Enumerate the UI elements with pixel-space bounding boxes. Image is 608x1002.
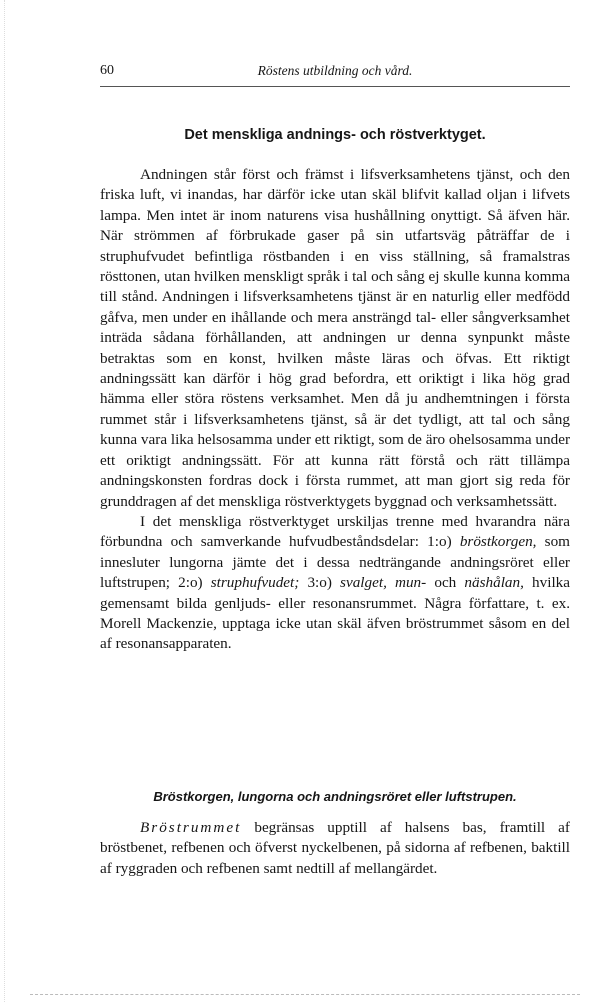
text-run: begränsas upptill af halsens bas, framtill af bröstbenet, refbenen och öfverst nyckelbenen, på sidorna af refbenen, baktill af ryggraden och refbenen samt nedtill af mellangärdet.: [100, 819, 570, 877]
term-mun: mun-: [395, 574, 427, 592]
text-run: I det menskliga röstverktyget urskiljas trenne med hvarandra nära förbundna och samverkande hufvudbeståndsdelar: 1:o): [100, 512, 570, 551]
text-run: och: [426, 574, 465, 592]
running-title: Röstens utbildning och vård.: [257, 63, 413, 78]
paragraph-2: [100, 512, 570, 655]
term-brostkorgen: bröstkorgen,: [459, 533, 537, 551]
term-nashalan: näshålan,: [464, 574, 524, 592]
subsection-heading: Bröstkorgen, lungorna och andningsröret eller luftstrupen.: [153, 789, 517, 804]
bottom-scan-marks: [30, 994, 580, 995]
section-heading: Det menskliga andnings- och röstverktyget.: [184, 127, 486, 143]
text-run: som innesluter lungorna jämte det i dessa nedträngande andningsröret eller luftstrupen; 2:o): [100, 533, 570, 592]
paragraph-1: Andningen står först och främst i lifsverksamhetens tjänst, och den friska luft, vi inandas, har därför icke utan skäl blifvit kallad oljan i lifvets lampa. Men intet är inom naturens visa hushållning onyttigt. Så äfven här. När strömmen af förbrukade gaser på sin utfartsväg påträffar de i struphufvudet befintliga röstbanden i en viss ställning, så framalstras rösttonen, utan hvilken menskligt språk i tal och sång ej skulle kunna komma till stånd. Andningen i lifsverksamhetens tjänst är en naturlig eller medfödd gåfva, men under en ihållande och mera ansträngd tal- eller sångverksamhet inträda sådana förhållanden, att andningen ur denna synpunkt måste betraktas som en konst, hvilken måste läras och öfvas. Ett riktigt andningssätt kan därför i hög grad befordra, ett oriktigt i lika hög grad hämma eller störa röstens verksamhet. Men då ju andhemtningen i första rummet står i lifsverksamhetens tjänst, så är det tydligt, att tal och sång kunna vara lika helsosamma under ett riktigt, som de äro ohelsosamma under ett oriktigt andningssätt. För att kunna rätt förstå och rätt tillämpa andningskonsten fordras dock i första rummet, att man gjort sig reda för grunddragen af det menskliga röstverktygets byggnad och verksamhetssätt.: [100, 166, 570, 510]
term-struphufvudet: struphufvudet;: [210, 574, 300, 592]
page-header: [100, 63, 570, 83]
page-number: 60: [100, 63, 114, 78]
paragraph-3: [100, 818, 570, 879]
header-rule: [100, 86, 570, 87]
page-edge: [4, 0, 5, 1002]
term-svalget: svalget,: [340, 574, 387, 592]
term-brostrummet: Bröstrummet: [140, 819, 242, 836]
body-text-2: [100, 818, 570, 879]
body-text: [100, 165, 570, 655]
text-run: 3:o): [299, 574, 341, 592]
text-run: hvilka gemensamt bilda genljuds- eller resonansrummet. Några författare, t. ex. Morell Mackenzie, upptaga icke utan skäl äfven bröstrummet såsom en del af resonansapparaten.: [100, 574, 570, 653]
